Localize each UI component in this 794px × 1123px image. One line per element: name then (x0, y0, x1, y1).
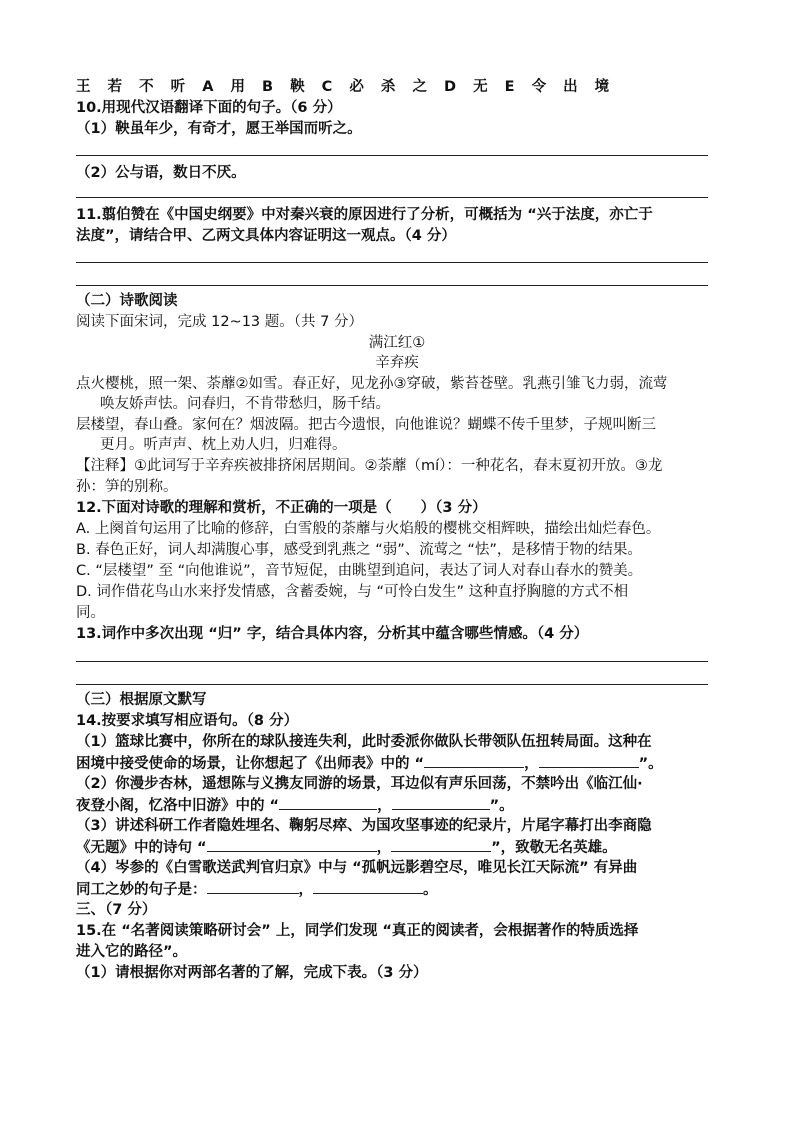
section-3-heading: 三、（7 分） (76, 902, 157, 918)
poem-line: 更月。听声声、枕上劝人归，归难得。 (100, 437, 347, 453)
poetry-instructions: 阅读下面宋词，完成 12~13 题。（共 7 分） (76, 314, 363, 330)
answer-line (76, 197, 708, 198)
poem-line: 唤友娇声怯。问春归，不肯带愁归，肠千结。 (100, 396, 390, 412)
question-12-option-c: C. “层楼望” 至 “向他谁说”，音节短促，由眺望到追问，表达了词人对春山春水的赞美。 (76, 563, 643, 579)
question-15-item-1: （1）请根据你对两部名著的了解，完成下表。（3 分） (76, 965, 428, 981)
prompt-text: 同工之妙的句子是： (76, 882, 207, 898)
closing-text: ”，致敬无名英雄。 (491, 840, 617, 856)
closing-text: ”。 (638, 756, 663, 772)
fill-blank[interactable] (391, 837, 491, 852)
question-12-option-d: D. 词作借花鸟山水来抒发情感，含蓄委婉，与 “可怜白发生” 这种直抒胸臆的方式不相 (76, 584, 629, 600)
closing-text: 。 (423, 882, 438, 898)
question-10-heading: 10.用现代汉语翻译下面的句子。（6 分） (76, 100, 342, 116)
answer-line (76, 155, 708, 156)
fill-blank[interactable] (207, 837, 377, 852)
answer-line (76, 684, 708, 685)
answer-line (76, 661, 708, 662)
question-9-answer-line: 王 若 不 听 A 用 B 鞅 C 必 杀 之 D 无 E 令 出 境 (76, 79, 616, 95)
prompt-text: 夜登小阁，忆洛中旧游》中的 “ (76, 798, 280, 814)
question-10-item-1: （1）鞅虽年少，有奇才，愿王举国而听之。 (76, 121, 362, 137)
separator-text: ， (376, 840, 392, 856)
question-15-text: 15.在 “名著阅读策略研讨会” 上，同学们发现 “真正的阅读者，会根据著作的特质选择 (76, 923, 639, 939)
separator-text: ， (298, 882, 313, 898)
answer-line (76, 262, 708, 263)
poem-line: 点火樱桃，照一架、荼蘼②如雪。春正好，见龙孙③穿破，紫苔苍壁。乳燕引雏飞力弱，流莺 (76, 376, 668, 392)
prompt-text: 困境中接受使命的场景，让你想起了《出师表》中的 “ (76, 756, 425, 772)
question-12-heading: 12.下面对诗歌的理解和赏析，不正确的一项是（ ）（3 分） (76, 500, 487, 516)
question-14-item-1: （1）篮球比赛中，你所在的球队接连失利，此时委派你做队长带领队伍扭转局面。这种在 (76, 734, 652, 750)
fill-blank[interactable] (207, 879, 299, 894)
question-12-option-a: A. 上阕首句运用了比喻的修辞，白雪般的荼蘼与火焰般的樱桃交相辉映，描绘出灿烂春色。 (76, 521, 661, 537)
question-11-text-cont: 法度”，请结合甲、乙两文具体内容证明这一观点。（4 分） (76, 228, 456, 244)
section-recitation-heading: （三）根据原文默写 (76, 692, 207, 708)
question-11-text: 11.翦伯赞在《中国史纲要》中对秦兴衰的原因进行了分析，可概括为 “兴于法度，亦亡于 (76, 207, 653, 223)
prompt-text: 《无题》中的诗句 “ (76, 840, 207, 856)
poem-author: 辛弃疾 (375, 355, 419, 371)
question-14-item-4-cont (76, 879, 716, 900)
poem-line: 层楼望，春山叠。家何在？烟波隔。把古今遗恨，向他谁说？蝴蝶不传千里梦，子规叫断三 (76, 417, 656, 433)
answer-line (76, 285, 708, 286)
question-14-item-4: （4）岑参的《白雪歌送武判官归京》中与 “孤帆远影碧空尽，唯见长江天际流” 有异曲 (76, 860, 638, 876)
question-14-item-3: （3）讲述科研工作者隐姓埋名、鞠躬尽瘁、为国攻坚事迹的纪录片，片尾字幕打出李商隐 (76, 818, 652, 834)
poem-notes-cont: 孙：笋的别称。 (76, 479, 178, 495)
question-14-heading: 14.按要求填写相应语句。（8 分） (76, 713, 299, 729)
fill-blank[interactable] (313, 879, 423, 894)
question-14-item-2: （2）你漫步杏林，遥想陈与义携友同游的场景，耳边似有声乐回荡，不禁吟出《临江仙· (76, 776, 643, 792)
fill-blank[interactable] (279, 795, 377, 810)
question-14-item-1-cont (76, 753, 716, 774)
closing-text: ”。 (489, 798, 514, 814)
fill-blank[interactable] (539, 753, 639, 768)
separator-text: ， (377, 798, 392, 814)
separator-text: ， (524, 756, 539, 772)
question-10-item-2: （2）公与语，数日不厌。 (76, 165, 246, 181)
fill-blank[interactable] (392, 795, 490, 810)
question-14-item-3-cont (76, 837, 716, 858)
question-14-item-2-cont (76, 795, 716, 816)
fill-blank[interactable] (424, 753, 524, 768)
question-12-option-d-cont: 同。 (76, 605, 105, 621)
question-13-heading: 13.词作中多次出现 “归” 字，结合具体内容，分析其中蕴含哪些情感。（4 分） (76, 626, 589, 642)
poem-notes: 【注释】①此词写于辛弃疾被排挤闲居期间。②荼蘼（mí）：一种花名，春末夏初开放。③龙 (76, 458, 663, 474)
section-poetry-heading: （二）诗歌阅读 (76, 293, 178, 309)
poem-title: 满江红① (368, 335, 426, 351)
question-12-option-b: B. 春色正好，词人却满腹心事，感受到乳燕之 “弱”、流莺之 “怯”，是移情于物的结果。 (76, 542, 642, 558)
question-15-text-cont: 进入它的路径”。 (76, 944, 188, 960)
